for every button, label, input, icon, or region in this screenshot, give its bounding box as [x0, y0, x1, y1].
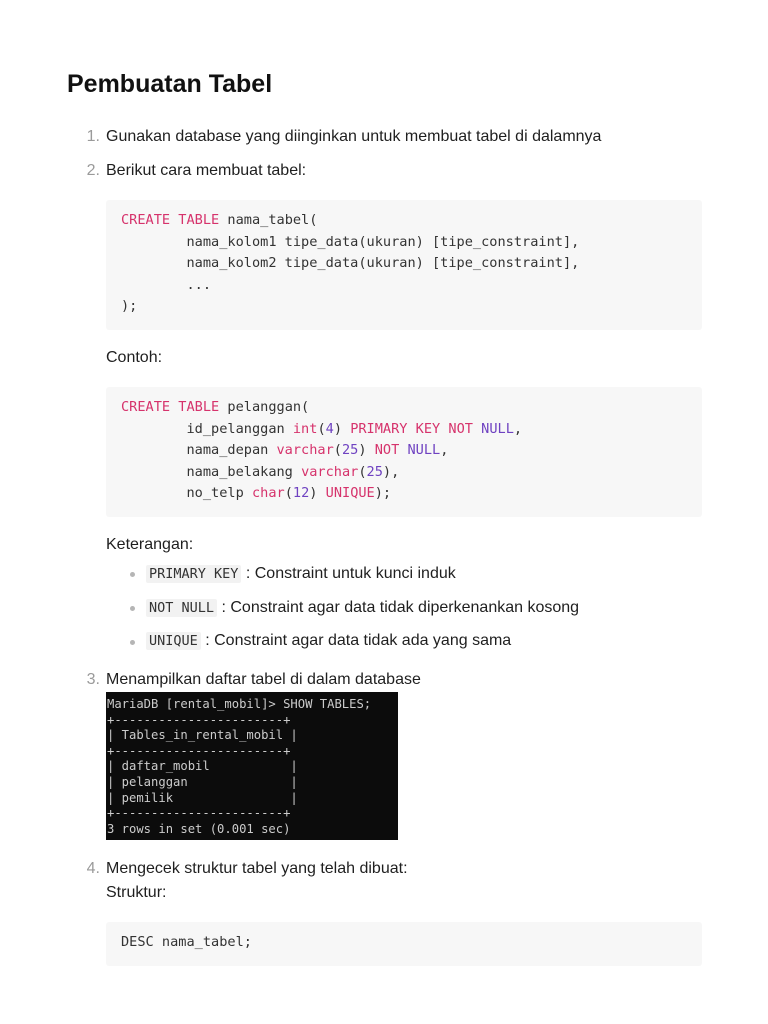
- bullet-text: : Constraint untuk kunci induk: [245, 565, 456, 582]
- bullet-dot: [130, 572, 135, 577]
- code-text: ): [309, 485, 326, 502]
- bullet-text: : Constraint agar data tidak diperkenankan kosong: [221, 599, 580, 616]
- code-text: ,: [440, 442, 449, 459]
- code-keyword: CREATE TABLE: [121, 212, 220, 228]
- code-number: 4: [325, 420, 334, 437]
- bullet-item: [146, 599, 579, 617]
- bullet-item: [146, 632, 511, 650]
- code-keyword: CREATE TABLE: [121, 399, 220, 415]
- code-number: 25: [341, 442, 359, 459]
- terminal-line: | Tables_in_rental_mobil |: [107, 728, 298, 743]
- code-text: (: [358, 463, 367, 480]
- inline-code: NOT NULL: [146, 599, 217, 617]
- code-line: nama_kolom1 tipe_data(ukuran) [tipe_constraint],: [121, 233, 580, 250]
- inline-code: UNIQUE: [146, 632, 201, 650]
- bullet-dot: [130, 606, 135, 611]
- terminal-line: | daftar_mobil |: [107, 759, 298, 774]
- code-keyword: UNIQUE: [325, 485, 375, 502]
- code-type: int: [292, 420, 318, 437]
- code-text: pelanggan(: [219, 399, 310, 415]
- code-type: varchar: [301, 463, 359, 480]
- terminal-line: +-----------------------+: [107, 806, 291, 821]
- struktur-label: Struktur:: [106, 884, 167, 901]
- step-text: Menampilkan daftar tabel di dalam database: [106, 671, 421, 688]
- code-text: (: [333, 442, 342, 459]
- code-text: ,: [513, 420, 523, 437]
- code-text: (: [284, 485, 293, 502]
- terminal-line: | pemilik |: [107, 790, 298, 805]
- code-keyword: NOT: [448, 420, 473, 437]
- syntax-code-block: [106, 200, 702, 330]
- inline-code: PRIMARY KEY: [146, 565, 241, 583]
- step-number: 4.: [86, 860, 100, 877]
- code-type: char: [251, 485, 285, 502]
- step-text: Berikut cara membuat tabel:: [106, 162, 307, 179]
- code-keyword: NOT: [374, 442, 400, 459]
- code-keyword: PRIMARY KEY: [350, 420, 441, 437]
- code-text: [473, 421, 481, 437]
- code-text: nama_belakang: [121, 463, 302, 480]
- step-number: 1.: [86, 128, 100, 145]
- code-text: nama_depan: [121, 442, 277, 459]
- code-text: no_telp: [121, 485, 252, 502]
- step-text: Mengecek struktur tabel yang telah dibuat:: [106, 860, 408, 877]
- step-text: Gunakan database yang diinginkan untuk membuat tabel di dalamnya: [106, 128, 602, 145]
- code-text: ),: [382, 463, 400, 480]
- keterangan-label: Keterangan:: [106, 536, 194, 553]
- code-text: ): [333, 420, 351, 437]
- terminal-line: +-----------------------+: [107, 743, 291, 758]
- page-title: Pembuatan Tabel: [67, 70, 273, 98]
- step-number: 3.: [86, 671, 100, 688]
- bullet-item: [146, 565, 456, 583]
- bullet-text: : Constraint agar data tidak ada yang sama: [205, 632, 512, 649]
- code-null: NULL: [407, 442, 441, 459]
- code-line: nama_kolom2 tipe_data(ukuran) [tipe_constraint],: [121, 255, 580, 272]
- code-null: NULL: [481, 420, 514, 437]
- terminal-line: | pelanggan |: [107, 774, 298, 789]
- terminal-line: 3 rows in set (0.001 sec): [107, 821, 291, 836]
- bullet-dot: [130, 640, 135, 645]
- desc-code-block: [106, 922, 702, 966]
- code-line: DESC nama_tabel;: [121, 934, 252, 950]
- step-number: 2.: [86, 162, 100, 179]
- code-number: 25: [366, 463, 383, 480]
- terminal-screenshot: [106, 692, 398, 840]
- code-line: ...: [121, 276, 212, 293]
- code-number: 12: [292, 485, 310, 502]
- terminal-line: +-----------------------+: [107, 712, 291, 727]
- code-text: (: [317, 420, 326, 437]
- code-text: ): [358, 442, 375, 459]
- example-label: Contoh:: [106, 349, 163, 366]
- example-code-block: [106, 387, 702, 517]
- code-text: id_pelanggan: [121, 420, 293, 437]
- code-text: );: [374, 485, 392, 502]
- code-text: nama_tabel(: [219, 212, 318, 228]
- code-type: varchar: [276, 442, 334, 459]
- code-line: );: [121, 298, 138, 315]
- terminal-line: MariaDB [rental_mobil]> SHOW TABLES;: [107, 697, 372, 711]
